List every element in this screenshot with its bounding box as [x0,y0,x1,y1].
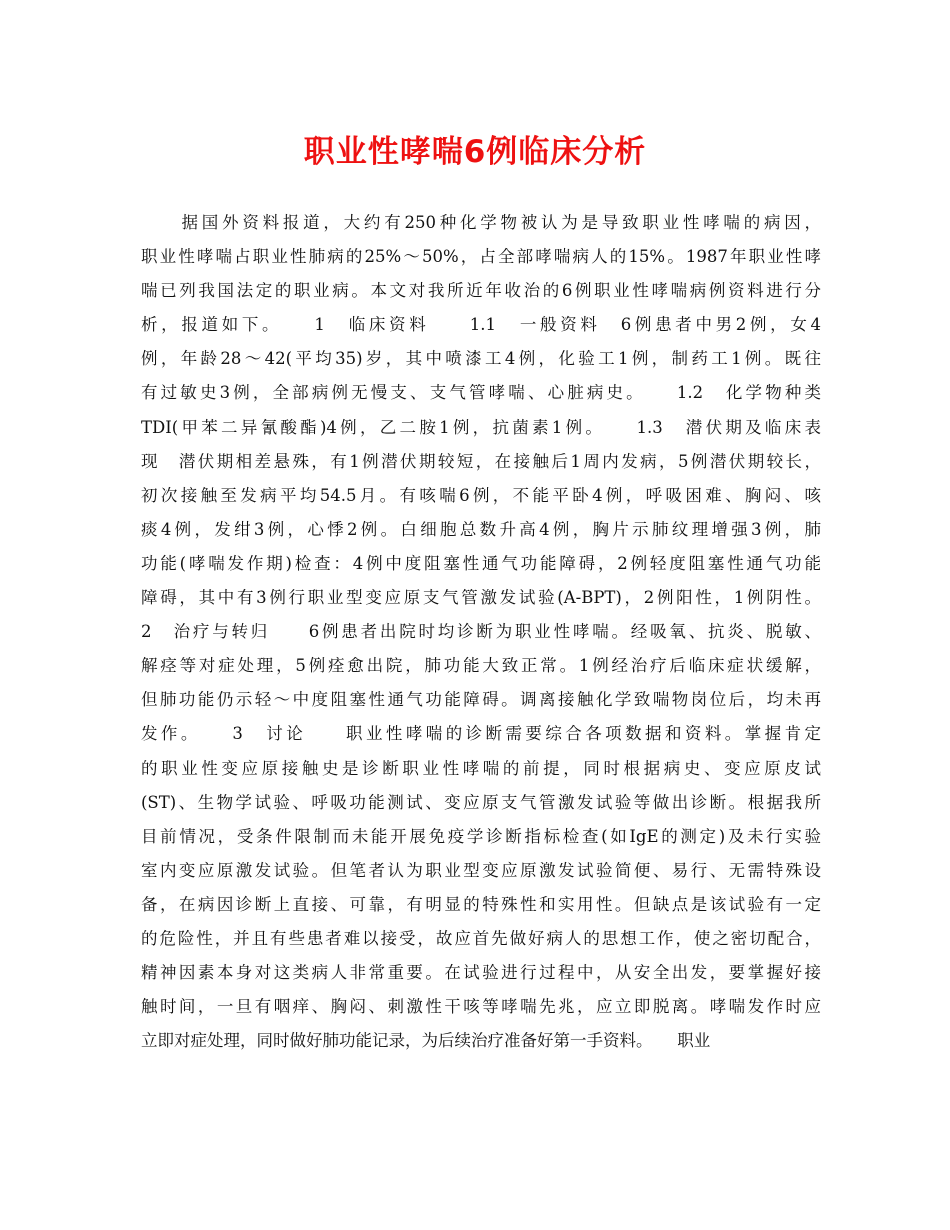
paragraph-line: TDI(甲苯二异氰酸酯)4例，乙二胺1例，抗菌素1例。 1.3 潜伏期及临床表 [141,417,821,437]
document-body [141,206,821,1058]
paragraph-line: 现 潜伏期相差悬殊，有1例潜伏期较短，在接触后1周内发病，5例潜伏期较长， [141,451,821,471]
document-title: 职业性哮喘6例临床分析 [303,134,647,170]
paragraph-line: 发作。 3 讨论 职业性哮喘的诊断需要综合各项数据和资料。掌握肯定 [141,724,821,744]
paragraph-line: 例，年龄28～42(平均35)岁，其中喷漆工4例，化验工1例，制药工1例。既往 [141,349,821,369]
paragraph-line: 2 治疗与转归 6例患者出院时均诊断为职业性哮喘。经吸氧、抗炎、脱敏、 [141,622,821,642]
paragraph-line: 职业性哮喘占职业性肺病的25%～50%，占全部哮喘病人的15%。1987年职业性哮 [141,247,821,267]
paragraph-line: 的职业性变应原接触史是诊断职业性哮喘的前提，同时根据病史、变应原皮试 [141,758,821,778]
paragraph-line: 痰4例，发绀3例，心悸2例。白细胞总数升高4例，胸片示肺纹理增强3例，肺 [141,519,821,539]
paragraph-line: 功能(哮喘发作期)检查：4例中度阻塞性通气功能障碍，2例轻度阻塞性通气功能 [141,553,821,573]
paragraph-line: 但肺功能仍示轻～中度阻塞性通气功能障碍。调离接触化学致喘物岗位后，均未再 [141,690,821,710]
paragraph-line: 立即对症处理，同时做好肺功能记录，为后续治疗准备好第一手资料。 职业 [141,1031,711,1051]
paragraph-line: 据国外资料报道，大约有250种化学物被认为是导致职业性哮喘的病因， [141,213,821,232]
paragraph-line: 触时间，一旦有咽痒、胸闷、刺激性干咳等哮喘先兆，应立即脱离。哮喘发作时应 [141,997,821,1017]
paragraph-line: 备，在病因诊断上直接、可靠，有明显的特殊性和实用性。但缺点是该试验有一定 [141,894,821,914]
paragraph-line: 障碍，其中有3例行职业型变应原支气管激发试验(A-BPT)，2例阳性，1例阴性。 [141,588,821,608]
paragraph-line: 的危险性，并且有些患者难以接受，故应首先做好病人的思想工作，使之密切配合， [141,928,821,948]
paragraph-line: 室内变应原激发试验。但笔者认为职业型变应原激发试验简便、易行、无需特殊设 [141,860,821,880]
paragraph-line: 目前情况，受条件限制而未能开展免疫学诊断指标检查(如IgE的测定)及未行实验 [141,826,821,846]
paragraph-line: 析，报道如下。 1 临床资料 1.1 一般资料 6例患者中男2例，女4 [141,315,821,335]
paragraph-line: 初次接触至发病平均54.5月。有咳喘6例，不能平卧4例，呼吸困难、胸闷、咳 [141,485,821,505]
paragraph-line: (ST)、生物学试验、呼吸功能测试、变应原支气管激发试验等做出诊断。根据我所 [141,792,821,812]
paragraph-line: 有过敏史3例，全部病例无慢支、支气管哮喘、心脏病史。 1.2 化学物种类 [141,383,821,403]
paragraph-line: 喘已列我国法定的职业病。本文对我所近年收治的6例职业性哮喘病例资料进行分 [141,281,821,301]
paragraph-line: 解痉等对症处理，5例痊愈出院，肺功能大致正常。1例经治疗后临床症状缓解， [141,656,821,676]
paragraph-line: 精神因素本身对这类病人非常重要。在试验进行过程中，从安全出发，要掌握好接 [141,963,821,983]
